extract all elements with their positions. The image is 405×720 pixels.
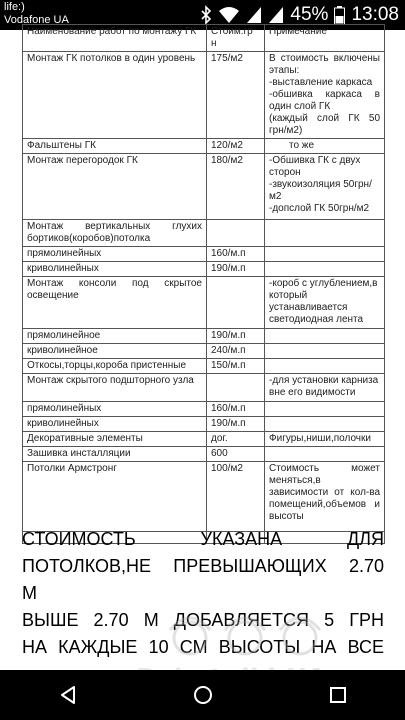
table-row <box>23 344 385 359</box>
signal-icon <box>246 6 262 24</box>
row-name: криволинейных <box>23 262 207 277</box>
table-row <box>23 417 385 432</box>
row-name: прямолинейных <box>23 247 207 262</box>
wifi-icon <box>218 6 240 24</box>
row-note <box>265 344 385 359</box>
table-row <box>23 220 385 247</box>
navigation-bar <box>0 670 405 720</box>
table-row <box>23 139 385 154</box>
header-cell: Примечание <box>265 25 385 52</box>
row-note <box>265 262 385 277</box>
row-name: криволинейных <box>23 417 207 432</box>
row-name: прямолинейных <box>23 402 207 417</box>
row-name: Монтаж скрытого подшторного узла <box>23 374 207 402</box>
table-row <box>23 374 385 402</box>
row-note: Стоимость может меняться,в зависимости от кол-ва помещений,объемов и высоты <box>265 462 385 532</box>
table-row <box>23 52 385 139</box>
row-price: 100/м2 <box>207 462 265 532</box>
table-row <box>23 432 385 447</box>
notice-line: ВЫШЕ 2.70 М ДОБАВЛЯЕТСЯ 5 ГРН <box>22 610 384 630</box>
row-note <box>265 417 385 432</box>
signal-icon-2 <box>268 6 284 24</box>
row-price <box>207 374 265 402</box>
row-name: Фальштены ГК <box>23 139 207 154</box>
row-name: Монтаж консоли под скрытое освещение <box>23 277 207 329</box>
row-note <box>265 329 385 344</box>
notice-line: НА КАЖДЫЕ 10 СМ ВЫСОТЫ НА ВСЕ <box>22 637 384 657</box>
clock: 13:08 <box>351 4 399 25</box>
row-name: Монтаж вертикальных глухих бортиков(коробов)потолка <box>23 220 207 247</box>
battery-icon <box>334 6 345 25</box>
recents-icon <box>328 685 348 705</box>
row-price: 120/м2 <box>207 139 265 154</box>
table-row <box>23 154 385 220</box>
row-price: 175/м2 <box>207 52 265 139</box>
row-name: Потолки Армстронг <box>23 462 207 532</box>
row-price <box>207 277 265 329</box>
row-price: 190/м.п <box>207 417 265 432</box>
carrier-line-2: Vodafone UA <box>4 14 69 26</box>
notice-line: М <box>22 583 37 603</box>
row-price: 160/м.п <box>207 402 265 417</box>
back-icon <box>58 685 78 705</box>
row-price: 240/м.п <box>207 344 265 359</box>
row-name: Зашивка инсталляции <box>23 447 207 462</box>
row-price: 180/м2 <box>207 154 265 220</box>
notice-line: СТОИМОСТЬ УКАЗАНА ДЛЯ <box>22 529 384 549</box>
row-name: прямолинейное <box>23 329 207 344</box>
notice-line: ПОТОЛКОВ,НЕ ПРЕВЫШАЮЩИХ 2.70 <box>22 556 384 576</box>
row-note <box>265 402 385 417</box>
row-price: 190/м.п <box>207 262 265 277</box>
row-price: 600 <box>207 447 265 462</box>
row-note: В стоимость включены этапы: -выставление каркаса -обшивка каркаса в один слой ГК (каждый слой ГК 50 грн/м2) <box>265 52 385 139</box>
recents-button[interactable] <box>308 670 368 720</box>
table-row <box>23 329 385 344</box>
row-note: -для установки карниза вне его видимости <box>265 374 385 402</box>
table-row <box>23 277 385 329</box>
row-price: дог. <box>207 432 265 447</box>
back-button[interactable] <box>38 670 98 720</box>
row-note <box>265 220 385 247</box>
header-cell: Наименование работ по монтажу ГК <box>23 25 207 52</box>
row-note: -короб с углублением,в который устанавливается светодиодная лента <box>265 277 385 329</box>
header-cell: Стоим.гр н <box>207 25 265 52</box>
row-price: 150/м.п <box>207 359 265 374</box>
price-table <box>22 24 385 544</box>
table-row <box>23 262 385 277</box>
home-button[interactable] <box>173 670 233 720</box>
home-icon <box>192 684 214 706</box>
row-name: криволинейное <box>23 344 207 359</box>
row-name: Декоративные элементы <box>23 432 207 447</box>
row-note: то же <box>265 139 385 154</box>
table-row <box>23 247 385 262</box>
notice-text <box>22 526 384 661</box>
row-note <box>265 447 385 462</box>
row-name: Откосы,торцы,короба пристенные <box>23 359 207 374</box>
row-note: Фигуры,ниши,полочки <box>265 432 385 447</box>
row-price: 190/м.п <box>207 329 265 344</box>
battery-percent: 45% <box>290 4 329 25</box>
table-row <box>23 447 385 462</box>
row-price <box>207 220 265 247</box>
row-note <box>265 247 385 262</box>
bluetooth-icon <box>200 6 212 24</box>
table-row <box>23 402 385 417</box>
row-note <box>265 359 385 374</box>
row-name: Монтаж перегородок ГК <box>23 154 207 220</box>
carrier-line-1: life:) <box>4 1 25 13</box>
table-row <box>23 359 385 374</box>
table-header-row <box>23 25 385 52</box>
row-price: 160/м.п <box>207 247 265 262</box>
row-name: Монтаж ГК потолков в один уровень <box>23 52 207 139</box>
row-note: -Обшивка ГК с двух сторон -звукоизоляция 50грн/м2 -допслой ГК 50грн/м2 <box>265 154 385 220</box>
document-view[interactable] <box>0 26 405 670</box>
table-row <box>23 462 385 532</box>
